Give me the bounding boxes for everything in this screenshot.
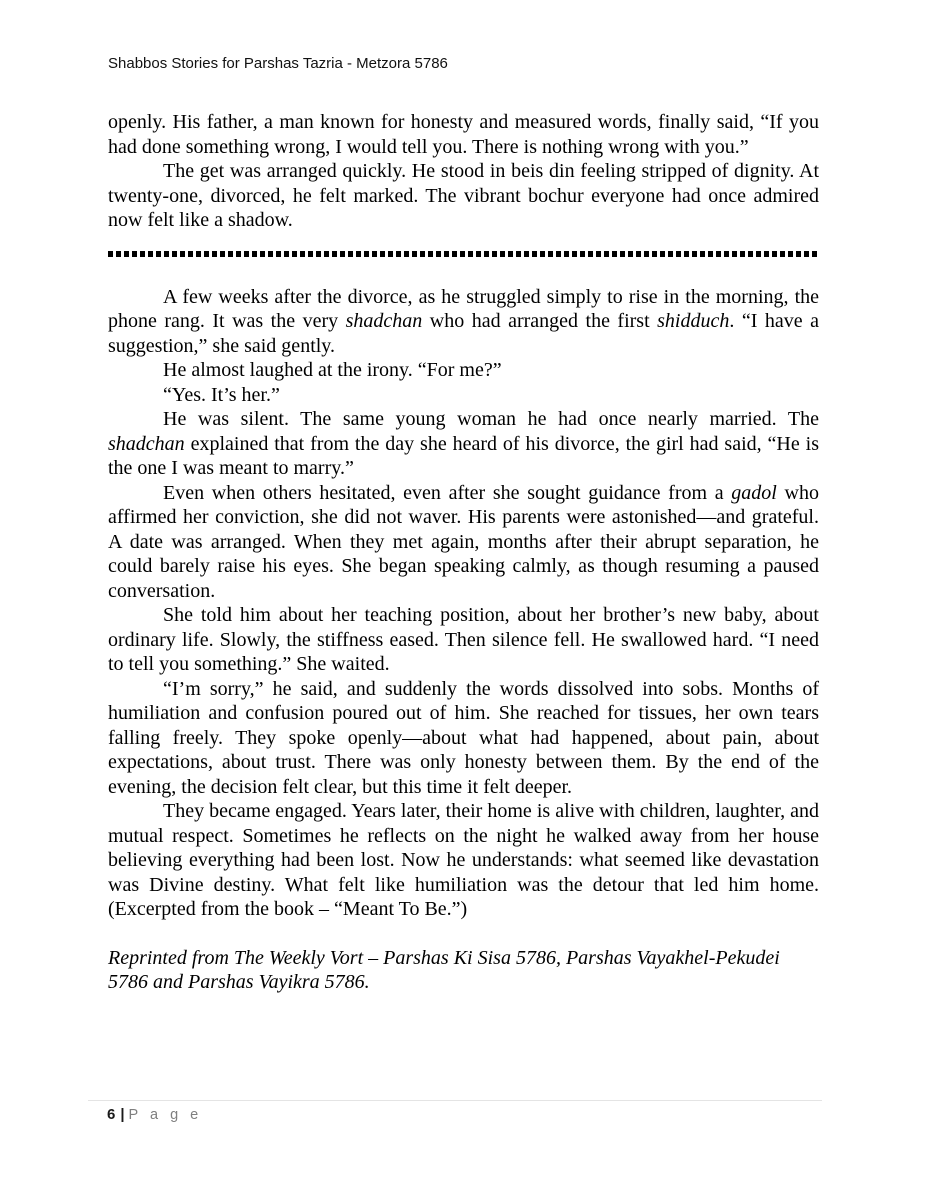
italic-term: shadchan [108,432,185,455]
italic-term: shadchan [345,310,423,332]
document-footer [107,1106,202,1123]
text-run: Even when others hesitated, even after she sought guidance from a [163,481,732,504]
document-header-title: Shabbos Stories for Parshas Tazria - Metzora 5786 [108,55,448,72]
dotted-divider [108,251,819,257]
text-run: The get was arranged quickly. He stood in beis din feeling stripped of dignity. At twenty-one, divorced, he felt marked. The vibrant bochur everyone had once admired now felt like a shadow. [108,160,819,231]
body-paragraph [108,799,819,922]
body-paragraph [108,677,819,800]
text-run: He was silent. The same young woman he had once nearly married. The [163,408,819,430]
body-paragraph [108,407,819,481]
body-paragraph [108,285,819,359]
body-paragraph [108,383,819,408]
text-run: She told him about her teaching position, about her brother’s new baby, about ordinary life. Slowly, the stiffness eased. Then silence fell. He swallowed hard. “I need to tell you something.” She waited. [108,604,819,675]
footer-separator: | [120,1106,125,1123]
page-number: 6 [107,1106,116,1123]
text-run: Reprinted from The Weekly Vort – Parshas Ki Sisa 5786, Parshas Vayakhel-Pekudei 5786 and Parshas Vayikra 5786. [108,946,780,993]
text-run: explained that from the day she heard of his divorce, the girl had said, “He is the one I was meant to marry.” [108,432,819,479]
footer-divider-line [88,1100,822,1101]
text-run: “Yes. It’s her.” [163,383,280,406]
reprint-credit-paragraph [108,946,819,995]
text-run: He almost laughed at the irony. “For me?” [163,359,502,381]
body-paragraph [108,159,819,233]
italic-term: shidduch [657,310,730,332]
body-paragraph [108,110,819,159]
text-run: openly. His father, a man known for honesty and measured words, finally said, “If you had done something wrong, I would tell you. There is nothing wrong with you.” [108,111,819,158]
document-body [108,110,819,995]
italic-term: gadol [731,481,777,504]
text-run: . “I have a suggestion,” she said gently. [108,310,819,357]
page-label: P a g e [128,1107,203,1123]
text-run: A few weeks after the divorce, as he struggled simply to rise in the morning, the phone rang. It was the very [108,285,819,332]
body-paragraph [108,603,819,677]
text-run: who affirmed her conviction, she did not waver. His parents were astonished—and grateful. A date was arranged. When they met again, months after their abrupt separation, he could barely raise his eyes. She began speaking calmly, as though resuming a paused conversation. [108,481,819,602]
body-paragraph [108,481,819,604]
text-run: They became engaged. Years later, their home is alive with children, laughter, and mutual respect. Sometimes he reflects on the night he walked away from her house believing everything had been lost. Now he understands: what seemed like devastation was Divine destiny. What felt like humiliation was the detour that led him home. (Excerpted from the book – “Meant To Be.”) [108,800,819,920]
text-run: “I’m sorry,” he said, and suddenly the words dissolved into sobs. Months of humiliation and confusion poured out of him. She reached for tissues, her own tears falling freely. They spoke openly—about what had happened, about pain, about expectations, about trust. There was only honesty between them. By the end of the evening, the decision felt clear, but this time it felt deeper. [108,677,819,798]
body-paragraph [108,358,819,383]
text-run: who had arranged the first [422,310,658,332]
